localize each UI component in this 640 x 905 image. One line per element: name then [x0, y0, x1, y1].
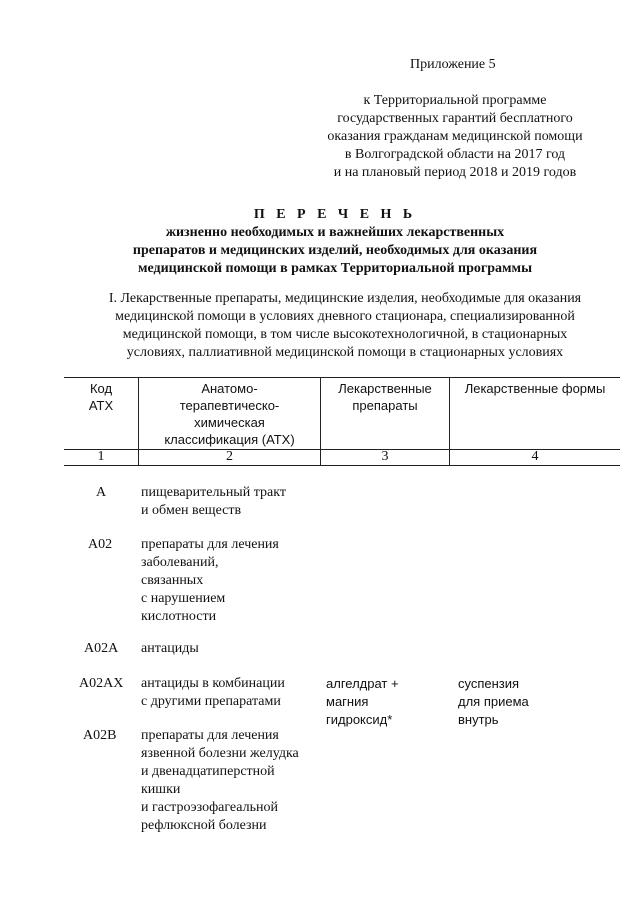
header-drugs: Лекарственные препараты [338, 381, 432, 413]
row-code: A02 [88, 537, 113, 552]
row-forms: суспензия для приема внутрь [458, 676, 529, 727]
header-forms: Лекарственные формы [464, 381, 606, 396]
row-classification: препараты для лечения язвенной болезни желудка и двенадцатиперстной кишки и гастроэзофагеальной рефлюксной болезни [141, 728, 299, 833]
section-line: медицинской помощи, в том числе высокотехнологичной, в стационарных [122, 327, 568, 342]
column-number: 4 [531, 449, 539, 464]
header-classification: Анатомо- терапевтическо- химическая классификация (АТХ) [164, 381, 295, 447]
row-code: A02B [83, 728, 117, 743]
row-drugs: алгелдрат + магния гидроксид* [326, 676, 399, 727]
row-classification: антациды в комбинации с другими препаратами [141, 676, 285, 709]
column-number: 1 [97, 449, 105, 464]
column-number: 3 [381, 449, 389, 464]
row-classification: антациды [141, 641, 199, 656]
title-line: жизненно необходимых и важнейших лекарственных [165, 225, 505, 240]
title-line: препаратов и медицинских изделий, необходимых для оказания [132, 243, 538, 258]
row-code: A02A [84, 641, 119, 656]
title-line: медицинской помощи в рамках Территориальной программы [137, 261, 533, 276]
section-line: условиях, паллиативной медицинской помощи в стационарных условиях [126, 345, 564, 360]
reference-line: в Волгоградской области на 2017 год [344, 147, 566, 162]
reference-line: и на плановый период 2018 и 2019 годов [333, 165, 577, 180]
reference-line: к Территориальной программе [363, 93, 547, 108]
section-heading [60, 290, 630, 362]
reference-line: оказания гражданам медицинской помощи [327, 129, 583, 144]
section-line: медицинской помощи в условиях дневного стационара, специализированной [115, 309, 575, 324]
document-title [40, 206, 630, 278]
appendix-reference [300, 92, 610, 182]
reference-line: государственных гарантий бесплатного [337, 111, 573, 126]
row-code: A02AX [79, 676, 124, 691]
header-code: Код АТХ [88, 381, 114, 413]
column-number: 2 [226, 449, 233, 464]
row-classification: пищеварительный тракт и обмен веществ [141, 485, 286, 518]
row-code: A [96, 485, 107, 500]
table-top-border [64, 377, 620, 378]
section-line: I. Лекарственные препараты, медицинские изделия, необходимые для оказания [108, 291, 582, 306]
title-heading: П Е Р Е Ч Е Н Ь [253, 207, 417, 222]
row-classification: препараты для лечения заболеваний, связанных с нарушением кислотности [141, 537, 279, 624]
appendix-label: Приложение 5 [410, 57, 496, 72]
table-numbers-border [64, 465, 620, 466]
